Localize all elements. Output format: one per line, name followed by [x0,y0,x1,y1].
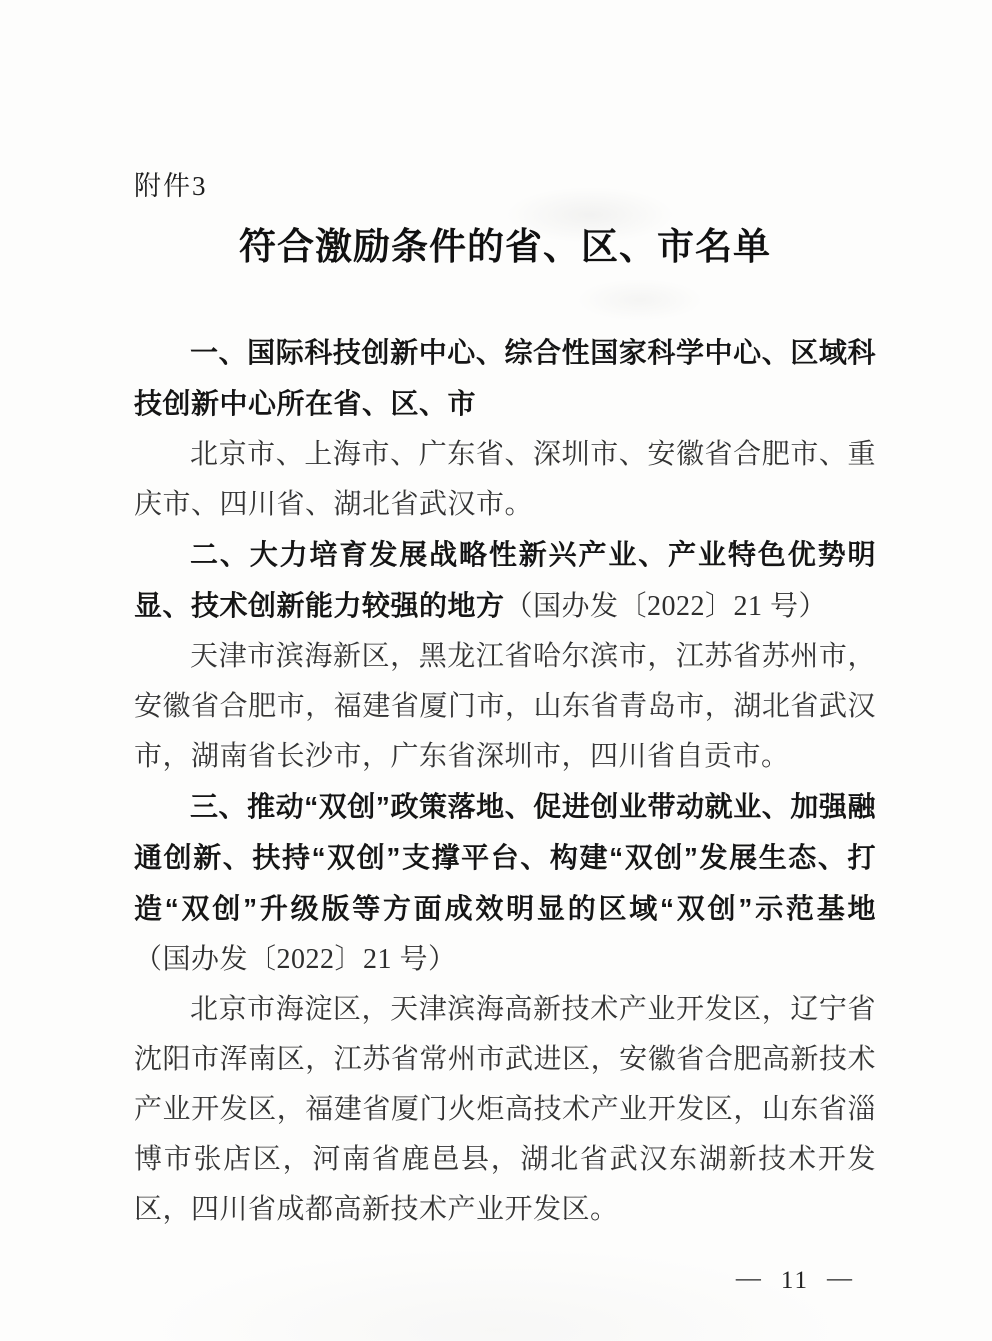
section-1-heading [134,328,876,430]
page-number [736,1267,854,1295]
section-3-body: 北京市海淀区，天津滨海高新技术产业开发区，辽宁省沈阳市浑南区，江苏省常州市武进区，安徽省合肥高新技术产业开发区，福建省厦门火炬高技术产业开发区，山东省淄博市张店区，河南省鹿邑县，湖北省武汉东湖新技术开发区，四川省成都高新技术产业开发区。 [134,994,876,1225]
section-1 [134,328,876,530]
attachment-label: 附件3 [134,171,208,201]
page-number-dash-left: — [735,1265,763,1292]
page-number-dash-right: — [827,1265,854,1292]
section-3-heading-text: 三、推动“双创”政策落地、促进创业带动就业、加强融通创新、扶持“双创”支撑平台、构建“双创”发展生态、打造“双创”升级版等方面成效明显的区域“双创”示范基地 [134,791,876,924]
section-1-body: 北京市、上海市、广东省、深圳市、安徽省合肥市、重庆市、四川省、湖北省武汉市。 [134,439,876,520]
section-2 [134,530,876,782]
section-1-heading-text: 一、国际科技创新中心、综合性国家科学中心、区域科技创新中心所在省、区、市 [134,337,876,419]
section-3-heading [134,782,876,985]
section-2-heading-text: 二、大力培育发展战略性新兴产业、产业特色优势明显、技术创新能力较强的地方 [134,539,876,621]
document-title: 符合激励条件的省、区、市名单 [239,227,771,268]
section-2-heading-ref: （国办发〔2022〕21 号） [504,591,828,622]
section-3 [134,782,876,1235]
section-2-heading [134,530,876,632]
section-3-heading-ref: （国办发〔2022〕21 号） [134,944,457,975]
page-number-value: 11 [780,1267,809,1294]
section-2-body: 天津市滨海新区，黑龙江省哈尔滨市，江苏省苏州市，安徽省合肥市，福建省厦门市，山东省青岛市，湖北省武汉市，湖南省长沙市，广东省深圳市，四川省自贡市。 [134,641,876,772]
